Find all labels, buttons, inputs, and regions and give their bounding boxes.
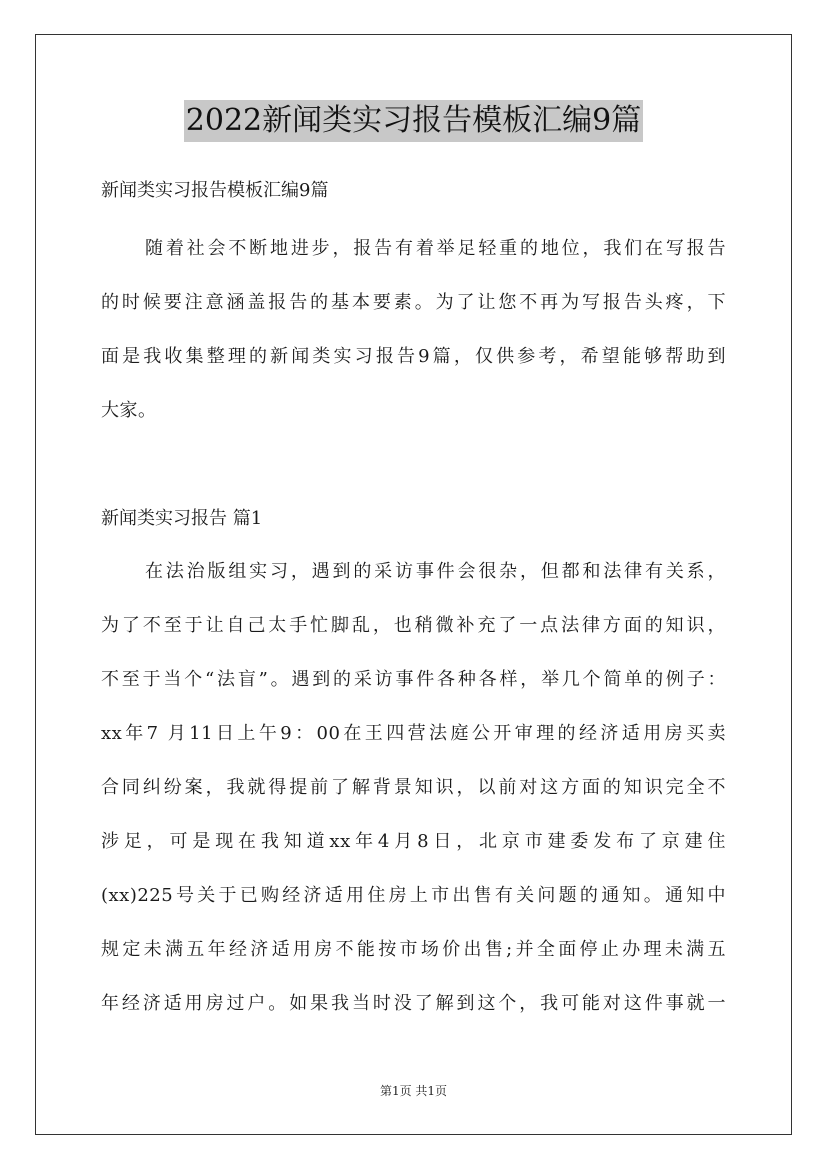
intro-paragraph: [101, 234, 726, 450]
section-heading: 新闻类实习报告 篇1: [101, 508, 263, 529]
intro-line: 的时候要注意涵盖报告的基本要素。为了让您不再为写报告头疼，下: [101, 292, 726, 313]
document-subtitle: 新闻类实习报告模板汇编9篇: [101, 180, 329, 201]
body-paragraph: [101, 557, 726, 1043]
body-line: 规定未满五年经济适用房不能按市场价出售;并全面停止办理未满五: [101, 939, 726, 960]
document-title: 2022新闻类实习报告模板汇编9篇: [184, 100, 643, 142]
body-line: 不至于当个“法盲”。遇到的采访事件各种各样，举几个简单的例子：: [101, 669, 726, 690]
title-container: [0, 100, 827, 142]
page-footer: 第1页 共1页: [379, 1084, 448, 1098]
body-line: 涉足，可是现在我知道xx年4月8日，北京市建委发布了京建住: [101, 831, 726, 852]
body-line: xx年7 月11日上午9：00在王四营法庭公开审理的经济适用房买卖: [101, 723, 726, 744]
intro-line: 面是我收集整理的新闻类实习报告9篇，仅供参考，希望能够帮助到: [101, 346, 726, 367]
body-line: 为了不至于让自己太手忙脚乱，也稍微补充了一点法律方面的知识，: [101, 615, 726, 636]
intro-line: 大家。: [101, 400, 157, 421]
body-line: 在法治版组实习，遇到的采访事件会很杂，但都和法律有关系，: [145, 561, 726, 582]
body-line: (xx)225号关于已购经济适用住房上市出售有关问题的通知。通知中: [101, 885, 726, 906]
body-line: 年经济适用房过户。如果我当时没了解到这个，我可能对这件事就一: [101, 993, 726, 1014]
body-line: 合同纠纷案，我就得提前了解背景知识，以前对这方面的知识完全不: [101, 777, 726, 798]
intro-line: 随着社会不断地进步，报告有着举足轻重的地位，我们在写报告: [145, 238, 726, 259]
